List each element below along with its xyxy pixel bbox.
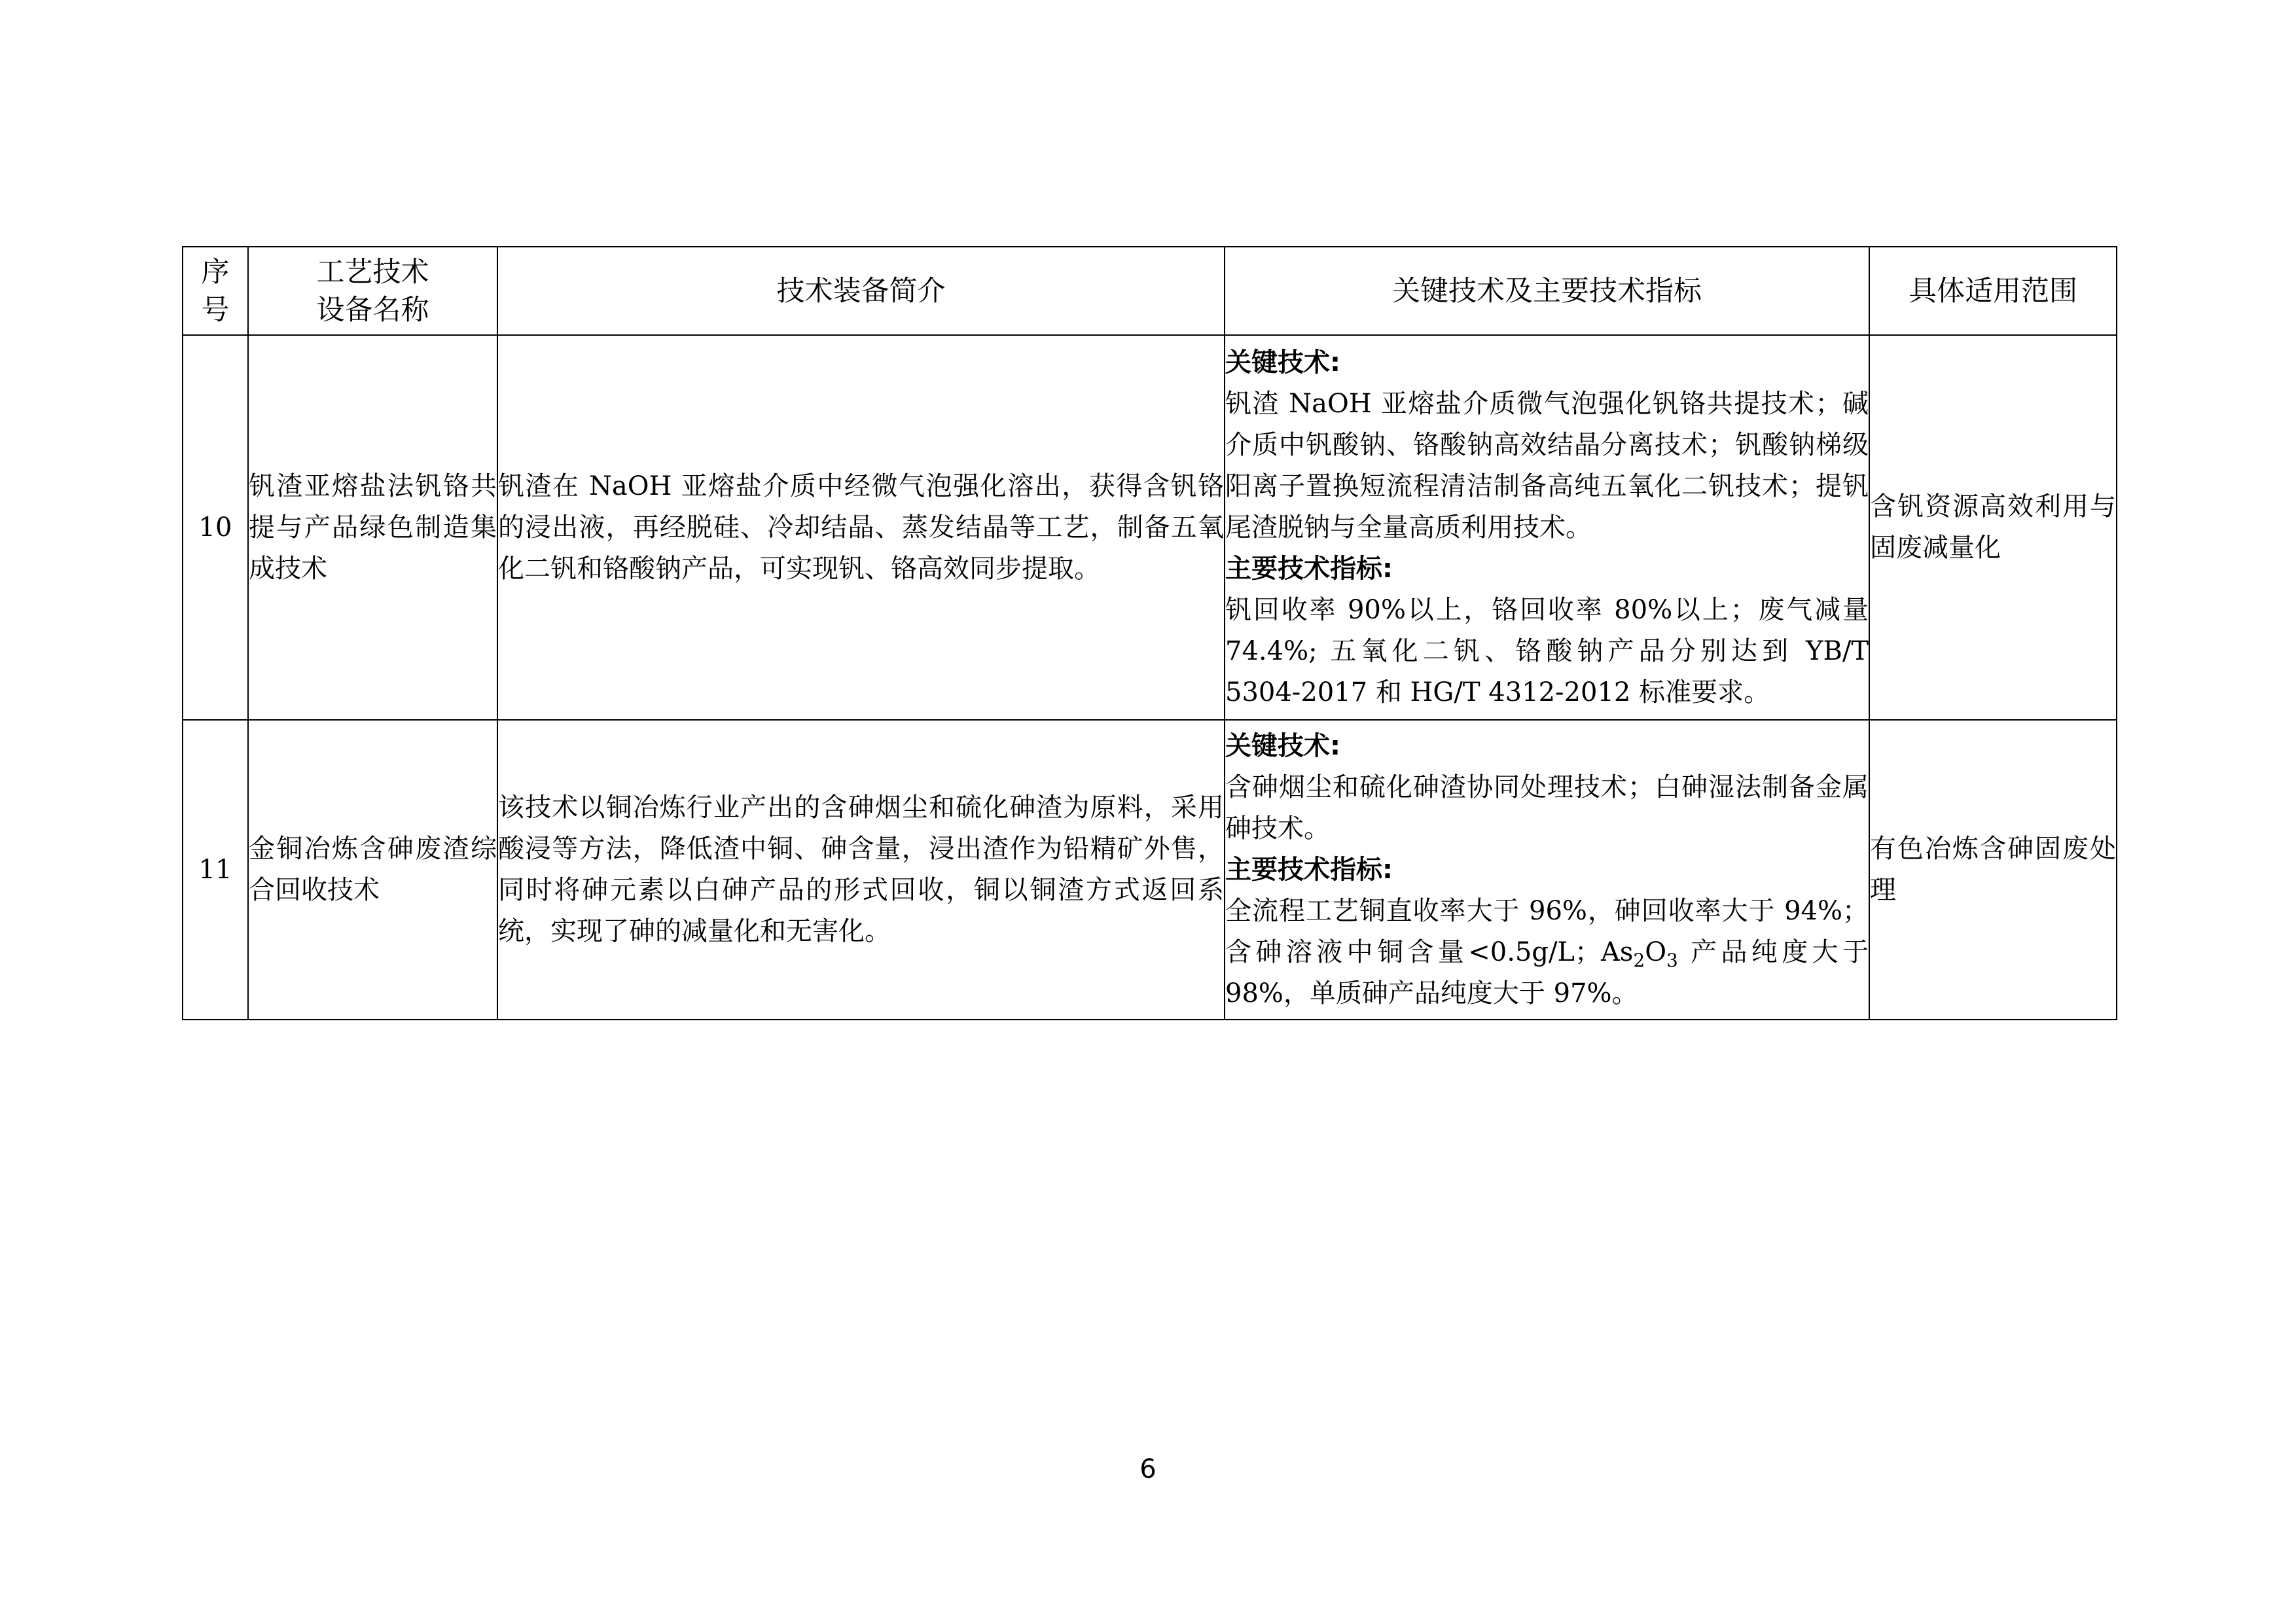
key-tech-title: 关键技术: xyxy=(1225,730,1340,761)
row-number: 11 xyxy=(183,720,248,1020)
header-intro: 技术装备简介 xyxy=(497,247,1225,335)
indicator-text: 钒回收率 90%以上，铬回收率 80%以上；废气减量 74.4%; 五氧化二钒、铬酸钠产品分别达到 YB/T 5304-2017 和 HG/T 4312-2012 标准要求。 xyxy=(1225,594,1869,707)
indicator-title: 主要技术指标: xyxy=(1225,553,1393,584)
tech-intro: 该技术以铜冶炼行业产出的含砷烟尘和硫化砷渣为原料，采用酸浸等方法，降低渣中铜、砷含量，浸出渣作为铅精矿外售，同时将砷元素以白砷产品的形式回收，铜以铜渣方式返回系统，实现了砷的减量化和无害化。 xyxy=(497,720,1225,1020)
tech-name: 钒渣亚熔盐法钒铬共提与产品绿色制造集成技术 xyxy=(248,335,497,720)
tech-name: 金铜冶炼含砷废渣综合回收技术 xyxy=(248,720,497,1020)
key-tech-cell xyxy=(1225,720,1869,1020)
key-tech-text: 钒渣 NaOH 亚熔盐介质微气泡强化钒铬共提技术；碱介质中钒酸钠、铬酸钠高效结晶分离技术；钒酸钠梯级阳离子置换短流程清洁制备高纯五氧化二钒技术；提钒尾渣脱钠与全量高质利用技术。 xyxy=(1225,388,1869,543)
scope: 有色冶炼含砷固废处理 xyxy=(1869,720,2117,1020)
table-row xyxy=(183,720,2117,1020)
header-name: 工艺技术 设备名称 xyxy=(248,247,497,335)
header-seq: 序 号 xyxy=(183,247,248,335)
technology-table xyxy=(182,246,2117,1020)
key-tech-text: 含砷烟尘和硫化砷渣协同处理技术；白砷湿法制备金属砷技术。 xyxy=(1225,772,1869,844)
scope: 含钒资源高效利用与固废减量化 xyxy=(1869,335,2117,720)
page-number: 6 xyxy=(1139,1454,1157,1484)
key-tech-cell xyxy=(1225,335,1869,720)
indicator-text: 全流程工艺铜直收率大于 96%，砷回收率大于 94%；含砷溶液中铜含量<0.5g/L；$As_2O_3$ 产品纯度大于 98%，单质砷产品纯度大于 97%。 xyxy=(1225,895,1869,1008)
header-scope: 具体适用范围 xyxy=(1869,247,2117,335)
indicator-title: 主要技术指标: xyxy=(1225,854,1393,885)
key-tech-title: 关键技术: xyxy=(1225,347,1340,378)
table-row xyxy=(183,335,2117,720)
tech-intro: 钒渣在 NaOH 亚熔盐介质中经微气泡强化溶出，获得含钒铬的浸出液，再经脱硅、冷却结晶、蒸发结晶等工艺，制备五氧化二钒和铬酸钠产品，可实现钒、铬高效同步提取。 xyxy=(497,335,1225,720)
header-key: 关键技术及主要技术指标 xyxy=(1225,247,1869,335)
row-number: 10 xyxy=(183,335,248,720)
table-header-row xyxy=(183,247,2117,335)
